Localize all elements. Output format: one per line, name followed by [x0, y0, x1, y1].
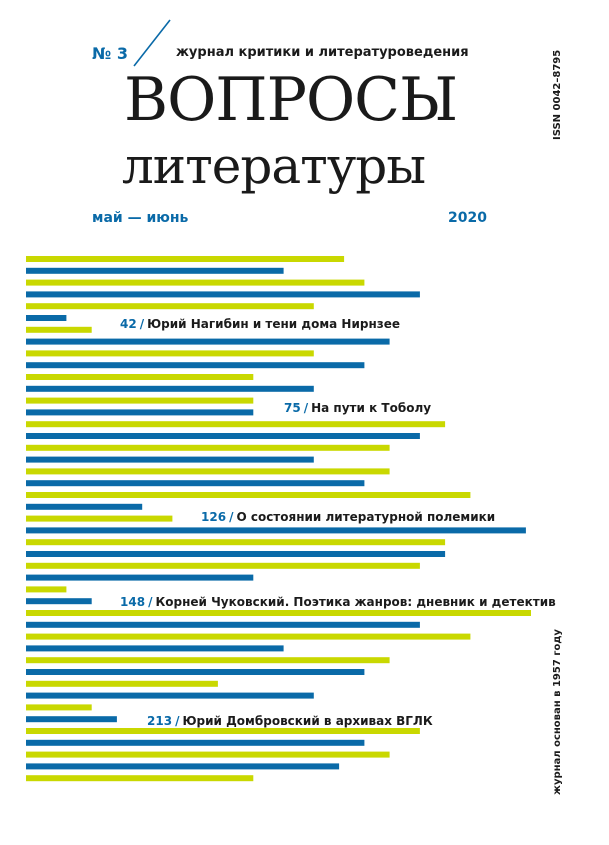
stripe-yellow: [26, 681, 218, 687]
stripe-blue: [26, 433, 420, 439]
journal-title-line2: литературы: [122, 137, 426, 195]
stripe-blue: [26, 339, 390, 345]
toc-title: О состоянии литературной полемики: [236, 510, 496, 524]
stripe-blue: [26, 669, 364, 675]
stripe-yellow: [26, 398, 253, 404]
stripe-yellow: [26, 610, 531, 616]
journal-title-line1: ВОПРОСЫ: [124, 65, 458, 135]
stripe-yellow: [26, 421, 445, 427]
stripe-blue: [26, 268, 284, 274]
stripe-blue: [26, 763, 339, 769]
journal-subtitle: журнал критики и литературоведения: [176, 45, 469, 60]
stripe-blue: [26, 386, 314, 392]
toc-title: Корней Чуковский. Поэтика жанров: дневник и детектив: [155, 595, 556, 609]
stripe-blue: [26, 622, 420, 628]
toc-separator: /: [303, 401, 309, 415]
toc-item: [118, 317, 402, 331]
stripe-yellow: [26, 327, 92, 333]
stripe-yellow: [26, 350, 314, 356]
stripe-yellow: [26, 728, 420, 734]
toc-item: [282, 401, 433, 415]
stripe-blue: [26, 645, 284, 651]
toc-separator: /: [148, 595, 153, 609]
toc-separator: /: [229, 510, 234, 524]
founded-label: журнал основан в 1957 году: [552, 629, 563, 795]
stripe-yellow: [26, 492, 470, 498]
stripe-yellow: [26, 752, 390, 758]
stripe-yellow: [26, 657, 390, 663]
toc-page: 148: [120, 595, 146, 609]
toc-title: На пути к Тоболу: [311, 401, 432, 415]
toc-page: 42: [120, 317, 137, 331]
toc-page: 213: [147, 714, 173, 728]
stripe-yellow: [26, 563, 420, 569]
stripe-blue: [26, 362, 364, 368]
stripe-blue: [26, 504, 142, 510]
toc-separator: /: [175, 714, 180, 728]
stripe-yellow: [26, 775, 253, 781]
stripe-yellow: [26, 256, 344, 262]
stripe-blue: [26, 740, 364, 746]
stripe-blue: [26, 551, 445, 557]
stripe-yellow: [26, 280, 364, 286]
toc-page: 126: [201, 510, 227, 524]
toc-page: 75: [284, 401, 301, 415]
stripe-yellow: [26, 445, 390, 451]
stripe-blue: [26, 575, 253, 581]
issue-months: май — июнь: [92, 210, 189, 226]
issn-label: ISSN 0042–8795: [552, 49, 563, 140]
toc-title: Юрий Домбровский в архивах ВГЛК: [182, 714, 433, 728]
stripe-yellow: [26, 539, 445, 545]
toc-item: [199, 510, 497, 524]
stripe-blue: [26, 480, 364, 486]
issue-year: 2020: [448, 210, 487, 226]
stripe-yellow: [26, 516, 172, 522]
toc-title: Юрий Нагибин и тени дома Нирнзее: [147, 317, 400, 331]
stripe-blue: [26, 598, 92, 604]
stripe-blue: [26, 291, 420, 297]
toc-item: [118, 595, 558, 609]
stripe-yellow: [26, 468, 390, 474]
stripe-yellow: [26, 586, 66, 592]
stripe-blue: [26, 716, 117, 722]
stripe-blue: [26, 457, 314, 463]
stripe-yellow: [26, 303, 314, 309]
stripe-yellow: [26, 374, 253, 380]
issue-number: № 3: [92, 44, 128, 63]
stripe-blue: [26, 409, 253, 415]
toc-item: [145, 714, 435, 728]
toc-separator: /: [139, 317, 145, 331]
stripe-blue: [26, 315, 66, 321]
stripe-blue: [26, 693, 314, 699]
stripe-blue: [26, 527, 526, 533]
stripe-yellow: [26, 634, 470, 640]
stripe-yellow: [26, 704, 92, 710]
slash-divider: [130, 18, 172, 68]
